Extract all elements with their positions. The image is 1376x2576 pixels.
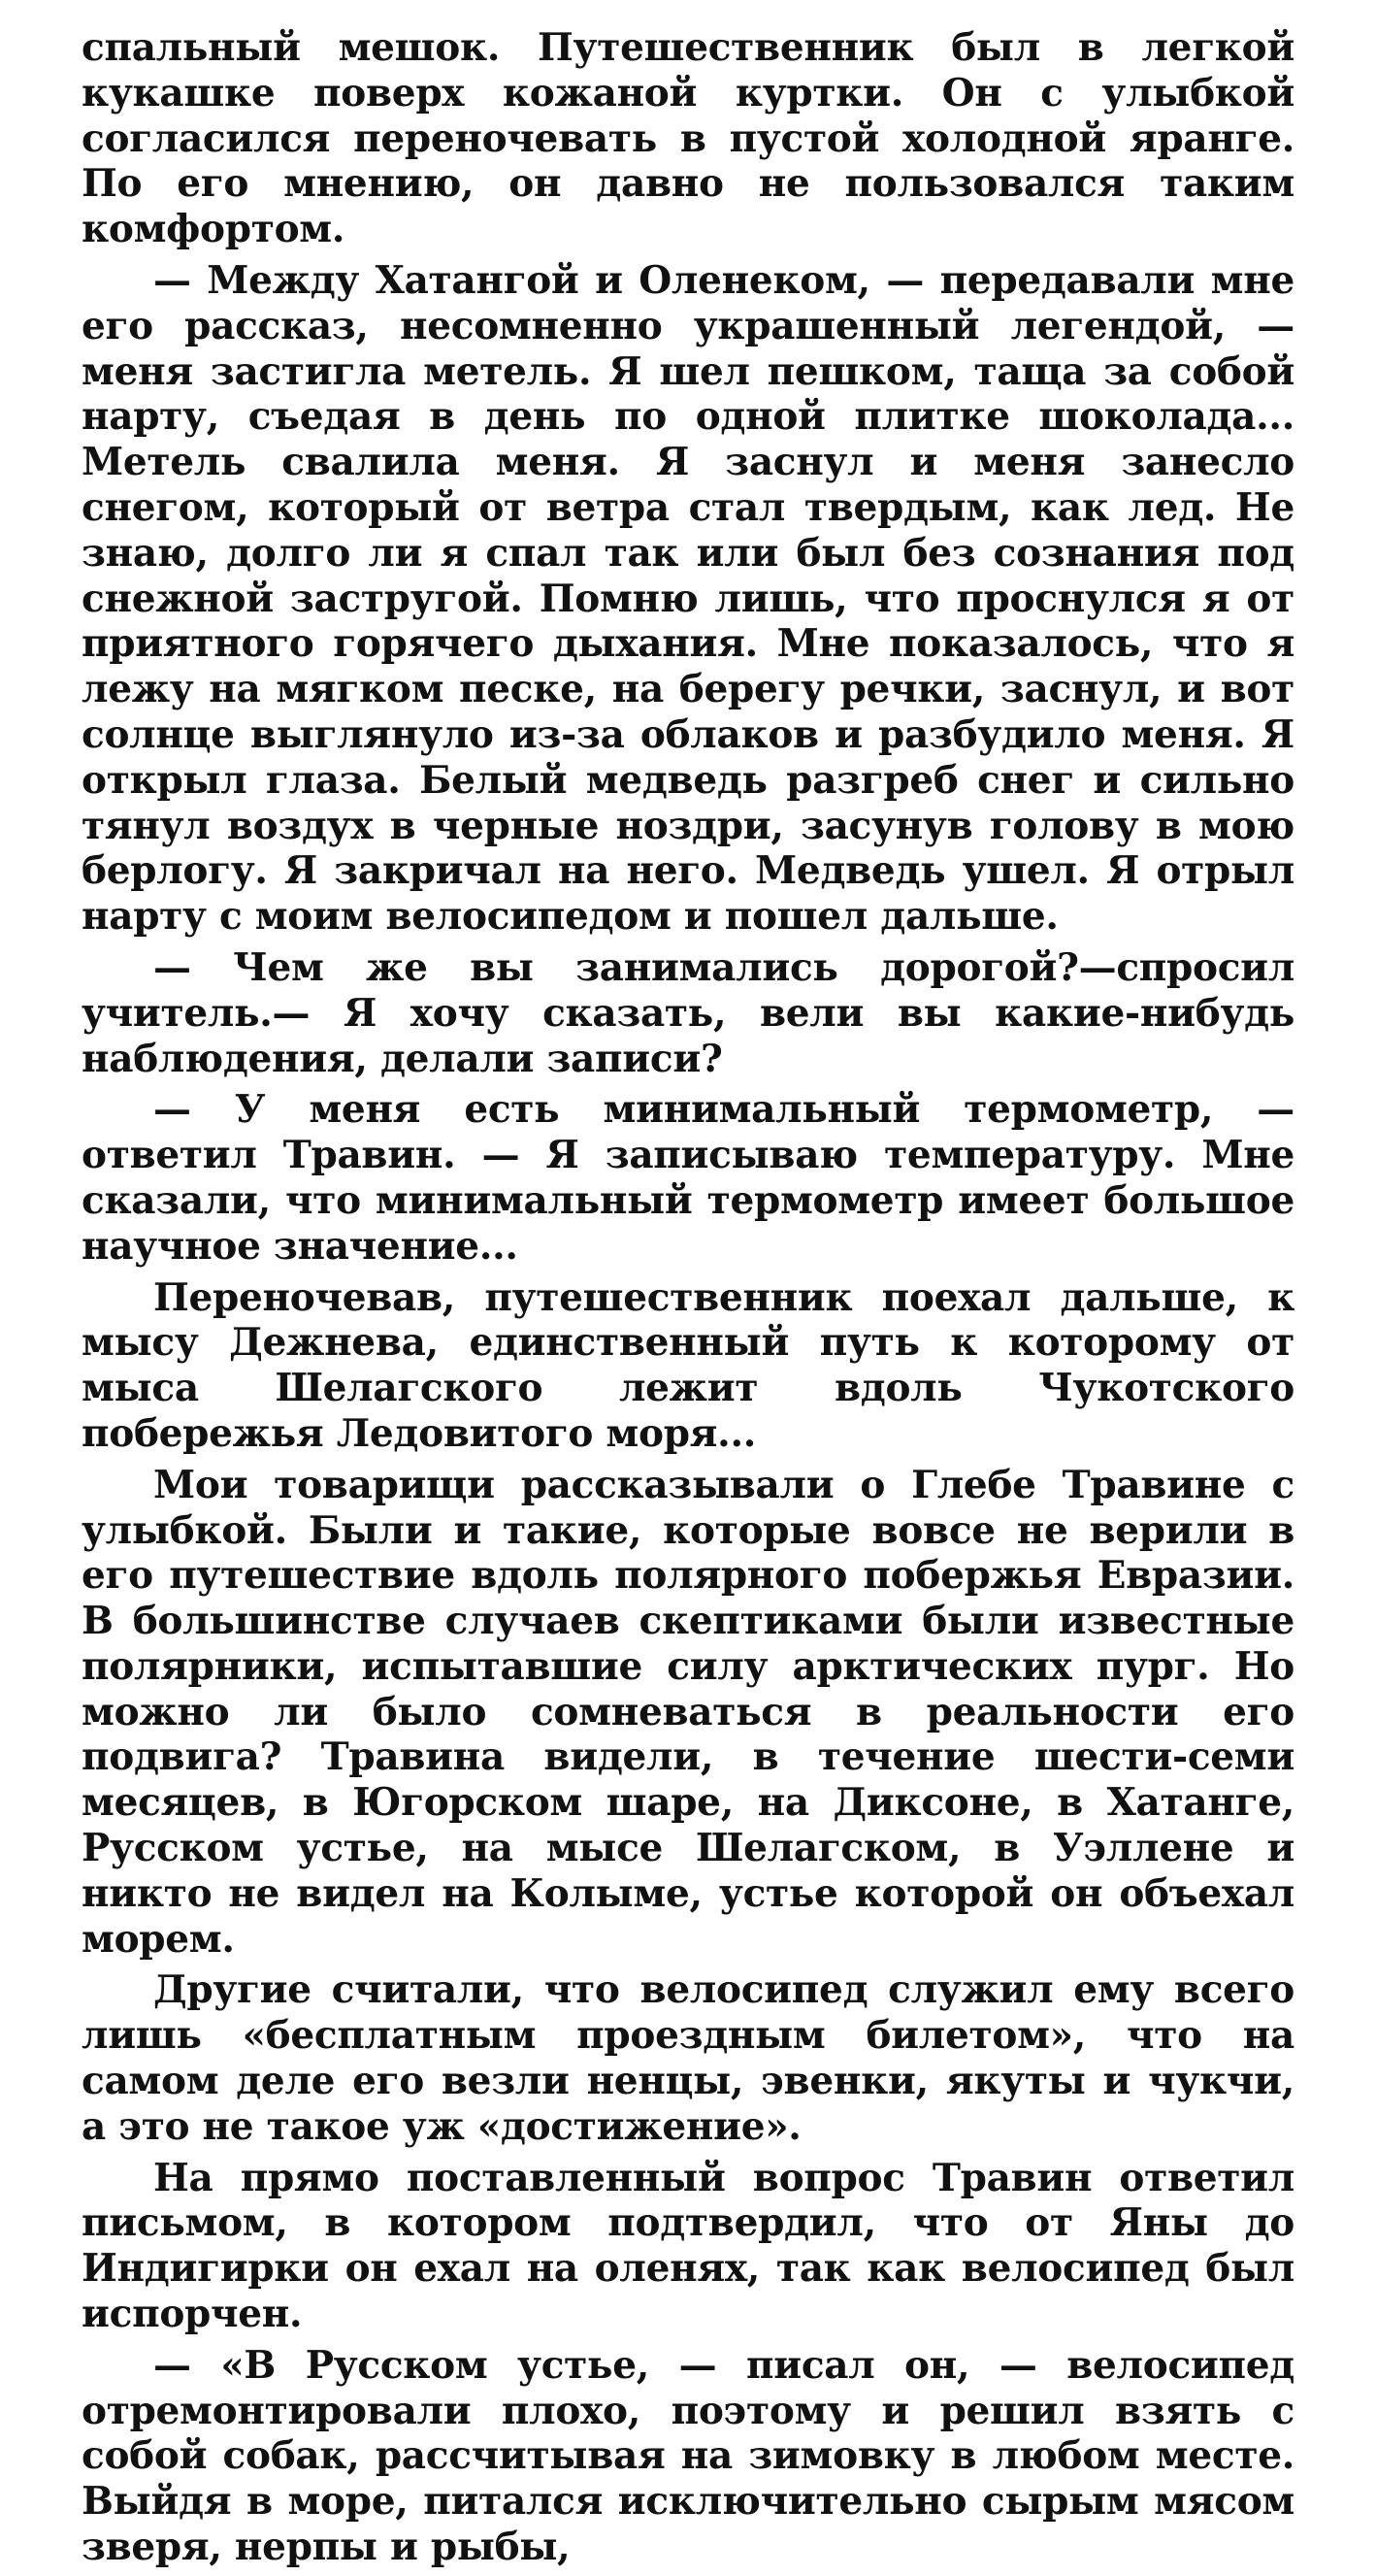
paragraph-4: — У меня есть минимальный термометр, — ответил Травин. — Я записываю температуру. Мне сказали, что минимальный термометр имеет большое научное значение... [82, 1087, 1294, 1269]
document-page [82, 25, 1294, 2576]
paragraph-6: Мои товарищи рассказывали о Глебе Травине с улыбкой. Были и такие, которые вовсе не верили в его путешествие вдоль полярного побержья Евразии. В большинстве случаев скептиками были известные полярники, испытавшие силу арктических пург. Но можно ли было сомневаться в реальности его подвига? Травина видели, в течение шести-семи месяцев, в Югорском шаре, на Диксоне, в Хатанге, Русском устье, на мысе Шелагском, в Уэллене и никто не видел на Колыме, устье которой он объехал морем. [82, 1462, 1294, 1962]
paragraph-5: Переночевав, путешественник поехал дальше, к мысу Дежнева, единственный путь к которому от мыса Шелагского лежит вдоль Чукотского побережья Ледовитого моря... [82, 1274, 1294, 1456]
paragraph-9: — «В Русском устье, — писал он, — велосипед отремонтировали плохо, поэтому и решил взять с собой собак, рассчитывая на зимовку в любом месте. Выйдя в море, питался исключительно сырым мясом зверя, нерпы и рыбы, [82, 2342, 1294, 2570]
paragraph-1: спальный мешок. Путешественник был в легкой кукашке поверх кожаной куртки. Он с улыбкой согласился переночевать в пустой холодной яранге. По его мнению, он давно не пользовался таким комфортом. [82, 25, 1294, 252]
paragraph-2: — Между Хатангой и Оленеком, — передавали мне его рассказ, несомненно украшенный легендой, — меня застигла метель. Я шел пешком, таща за собой нарту, съедая в день по одной плитке шоколада... Метель свалила меня. Я заснул и меня занесло снегом, который от ветра стал твердым, как лед. Не знаю, долго ли я спал так или был без сознания под снежной застругой. Помню лишь, что проснулся я от приятного горячего дыхания. Мне показалось, что я лежу на мягком песке, на берегу речки, заснул, и вот солнце выглянуло из-за облаков и разбудило меня. Я открыл глаза. Белый медведь разгреб снег и сильно тянул воздух в черные ноздри, засунув голову в мою берлогу. Я закричал на него. Медведь ушел. Я отрыл нарту с моим велосипедом и пошел дальше. [82, 257, 1294, 940]
paragraph-8: На прямо поставленный вопрос Травин ответил письмом, в котором подтвердил, что от Яны до Индигирки он ехал на оленях, так как велосипед был испорчен. [82, 2155, 1294, 2337]
paragraph-3: — Чем же вы занимались дорогой?—спросил учитель.— Я хочу сказать, вели вы какие-нибудь наблюдения, делали записи? [82, 944, 1294, 1081]
paragraph-7: Другие считали, что велосипед служил ему всего лишь «бесплатным проездным билетом», что на самом деле его везли ненцы, эвенки, якуты и чукчи, а это не такое уж «достижение». [82, 1967, 1294, 2149]
